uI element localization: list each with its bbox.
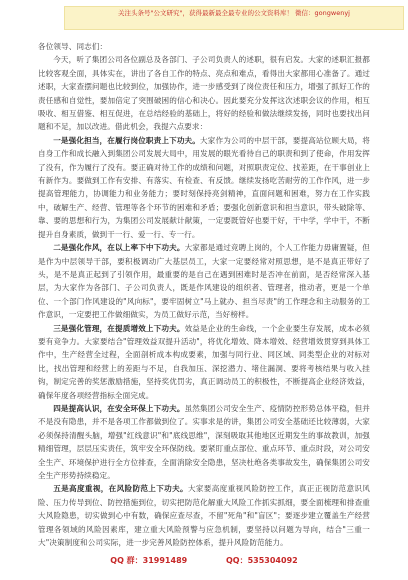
- footer-qq-group: QQ 群：31991489: [110, 556, 188, 565]
- banner-line-1: 关注头条号"公文研究"，获得最新最全最专业的公文资料库！ 微信：gongwenyj: [118, 9, 350, 17]
- paragraph-text: 大家作为公司的中层干部，要提高站位顾大局，将自身工作和成长融入到集团公司发展大局中，用发展的眼光看待自己的职责和到了使命，作用发挥了没有，作为履行了没有。要正确对待工作的成绩和问题，对照职责定位、找差距，在干事创业上有新作为。要做到工作有安排、有落实、有检查、有反馈。继续发扬吃苦耐劳的工作作风，进一步提高管理能力，协调能力和业务能力；要时刻保持亮剑精神，直面问题和困难，努力在工作实践中，破解生产、经营、管理等各个环节的困难和矛盾；要强化创新意识和担当意识，带头破除等、靠、要的思想和行为，为集团公司发展献计献策，一定要既管好也要干好，干中学，学中干，不断提升自身素质，做到干一行、爱一行、专一行。: [38, 135, 370, 239]
- paragraph-intro: [38, 53, 370, 133]
- point-heading: 三是强化管理，在提质增效上下功夫。: [53, 323, 185, 333]
- point-heading: 一是强化担当，在履行岗位职责上下功夫。: [53, 135, 201, 145]
- point-heading: 二是强化作风，在以上率下中下功夫。: [53, 243, 185, 253]
- paragraph-text: 今天，听了集团公司各位副总及各部门、子公司负责人的述职，很有启发。大家的述职汇报都比较客观全面，具体实在，讲出了各自工作的特点、亮点和难点，看得出大家都用心准备了。通过述职，大家查摆问题也比较到位，加强协作，进一步感受到了岗位责任和压力，增强了抓好工作的责任感和自觉性，要加倍定了突围破困的信心和决心。因此要充分发挥这次述职会议的作用，相互吸收、相互借鉴、相互促进，在总结经验的基础上，将好的经验和做法继续发扬，同时也要找出问题和不足，加以改进。借此机会，我提六点要求：: [38, 55, 370, 132]
- salutation: 各位领导、同志们：: [38, 42, 108, 51]
- paragraph-point-5: [38, 482, 370, 549]
- footer-contact: [0, 555, 408, 566]
- footer-qq: QQ：535304092: [226, 556, 298, 565]
- paragraph-point-1: [38, 134, 370, 241]
- paragraph-point-2: [38, 241, 370, 321]
- paragraph-text: 效益是企业的生命线，一个企业要生存发展，成本必须要有竞争力。大家要结合"管理效益双提升活动"，将优化增效、降本增效、经营增效贯穿到具体工作中，生产经营全过程，全面剖析成本构成要素，加强与同行业、同区域、同类型企业的对标对比，找出管理和经营上的差距与不足，自我加压、深挖潜力、堵住漏洞、要将考核结果与收入挂钩，制定完善的奖惩激励措施，坚持奖优罚劣，真正调动员工的积极性，不断提高企业经济效益，确保年度各项经营指标全面完成。: [38, 323, 370, 400]
- promo-banner: [64, 6, 404, 30]
- paragraph-text: 大家要高度重视风险防控工作，真正正视防范意识风险、压力传导到位、防控措施到位，切实把防范化解重大风险工作抓实抓细，要全面梳理和排查重大风险隐患，切实做到心中有数，确保应查尽查，不留"死角"和"盲区"；要逐步建立覆盖生产经营管理各领域的风险因素库，建立重大风险预警与应急机制，要坚持以问题为导向，结合"三重一大"决策制度和公司实际，进一步完善风险防控体系，提升风险防范能力。: [38, 484, 370, 548]
- paragraph-text: 虽然集团公司安全生产、疫情防控形势总体平稳，但并不是没有隐患，并不是各项工作都做到位了。实事求是的讲，集团公司安全基础还比较薄弱，大家必须保持清醒头脑，增强"红线意识"和"底线思维"，深刻吸取其他地区近期发生的事故教训，加强精细管理，层层压实责任，筑牢安全环保防线。要紧盯重点部位、重点环节、重点时段，对公司安全生产、环境保护进行全方位排查，全面消除安全隐患，坚决杜绝各类事故发生，确保集团公司安全生产形势持续稳定。: [38, 403, 370, 480]
- point-heading: 四是提高认识，在安全环保上下功夫。: [53, 403, 185, 413]
- paragraph-text: 大家都是通过竞聘上岗的，个人工作能力毋庸置疑，但是作为中层领导干部，要积极调动广大基层员工，大家一定要经常对照思想，是不是真正带好了头，是不是真正起到了引领作用，最重要的是自己在遇到困难时是否冲在前面，是否经常深入基层，为大家作为各部门、子公司负责人，既是作风建设的组织者、管理者，推动者，更是一个单位、一个部门作风建设的"风向标"，要牢固树立"马上就办、担当尽责"的工作理念和主动服务的工作意识，一定要把工作做细做实，为员工做好示范，当好榜样。: [38, 243, 370, 320]
- document-body: [38, 40, 370, 549]
- paragraph-point-3: [38, 322, 370, 402]
- point-heading: 五是高度重视，在风险防范上下功夫。: [53, 484, 188, 494]
- paragraph-point-4: [38, 402, 370, 482]
